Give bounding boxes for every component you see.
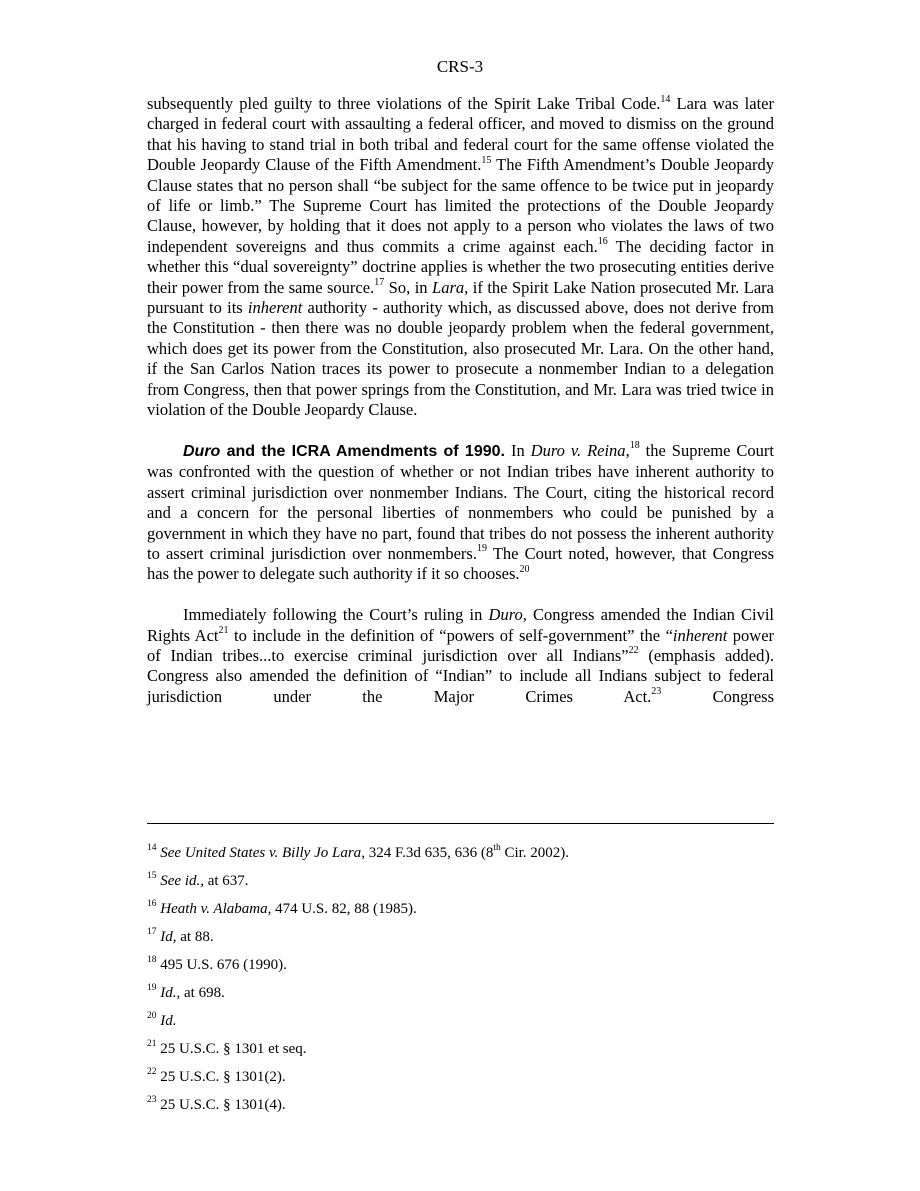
section-heading: Duro and the ICRA Amendments of 1990. <box>183 442 505 460</box>
paragraph-1: subsequently pled guilty to three violations of the Spirit Lake Tribal Code.$^{14}$ Lara was later charged in federal court with assaulting a federal officer, and moved to dismiss on the ground that his having to stand trial in both tribal and federal court for the same offense violated the Double Jeopardy Clause of the Fifth Amendment.$^{15}$ The Fifth Amendment’s Double Jeopardy Clause states that no person shall “be subject for the same offence to be twice put in jeopardy of life or limb.” The Supreme Court has limited the protections of the Double Jeopardy Clause, however, by holding that it does not apply to a person who violates the laws of two independent sovereigns and thus commits a crime against each.$^{16}$ The deciding factor in whether this “dual sovereignty” doctrine applies is whether the two prosecuting entities derive their power from the same source.$^{17}$ So, in Lara, if the Spirit Lake Nation prosecuted Mr. Lara pursuant to its inherent authority - authority which, as discussed above, does not derive from the Constitution - then there was no double jeopardy problem when the federal government, which does get its power from the Constitution, also prosecuted Mr. Lara. On the other hand, if the San Carlos Nation traces its power to prosecute a nonmember Indian to a delegation from Congress, then that power springs from the Constitution, and Mr. Lara was tried twice in violation of the Double Jeopardy Clause. <box>147 93 774 420</box>
page-header: CRS-3 <box>436 57 484 76</box>
footnote-ref: 17 <box>374 277 385 289</box>
footnote-ref: 19 <box>476 543 487 555</box>
footnote: $^{14}$ See United States v. Billy Jo Lara, 324 F.3d 635, 636 (8th Cir. 2002). <box>147 843 570 861</box>
paragraph-3: Immediately following the Court’s ruling in Duro, Congress amended the Indian Civil Rights Act$^{21}$ to include in the definition of “powers of self-government” the “inherent power of Indian tribes...to exercise criminal jurisdiction over all Indians”$^{22}$ (emphasis added). Congress also amended the definition of “Indian” to include all Indians subject to federal jurisdiction under the Major Crimes Act.$^{23}$ Congress <box>147 605 775 706</box>
footnote: $^{17}$ Id, at 88. <box>147 927 214 945</box>
paragraph-2: Duro and the ICRA Amendments of 1990. In Duro v. Reina,$^{18}$ the Supreme Court was confronted with the question of whether or not Indian tribes have inherent authority to assert criminal jurisdiction over nonmember Indians. The Court, citing the historical record and a concern for the personal liberties of nonmembers who could be punished by a government in which they have no part, found that tribes do not possess the inherent authority to assert criminal jurisdiction over nonmembers.$^{19}$ The Court noted, however, that Congress has the power to delegate such authority if it so chooses.$^{20}$ <box>147 440 775 584</box>
footnote: $^{16}$ Heath v. Alabama, 474 U.S. 82, 88 (1985). <box>147 899 417 917</box>
footnote-ref: 15 <box>481 154 492 166</box>
footnote: $^{15}$ See id., at 637. <box>147 871 249 889</box>
footnote-ref: 14 <box>660 93 671 105</box>
footnote: $^{23}$ 25 U.S.C. § 1301(4). <box>147 1095 286 1113</box>
footnote: $^{18}$ 495 U.S. 676 (1990). <box>147 955 287 973</box>
footnote-ref: 22 <box>628 645 639 657</box>
footnote-ref: 23 <box>651 686 662 698</box>
footnote: $^{20}$ Id. <box>147 1011 177 1029</box>
footnote-divider <box>147 823 774 824</box>
footnote: $^{22}$ 25 U.S.C. § 1301(2). <box>147 1067 286 1085</box>
footnote-ref: 21 <box>218 625 229 637</box>
footnote-ref: 18 <box>629 440 640 452</box>
footnote-ref: 16 <box>597 236 608 248</box>
body-text <box>147 94 774 707</box>
footnote: $^{19}$ Id., at 698. <box>147 983 225 1001</box>
footnote: $^{21}$ 25 U.S.C. § 1301 et seq. <box>147 1039 307 1057</box>
footnote-ref: 20 <box>519 563 530 575</box>
